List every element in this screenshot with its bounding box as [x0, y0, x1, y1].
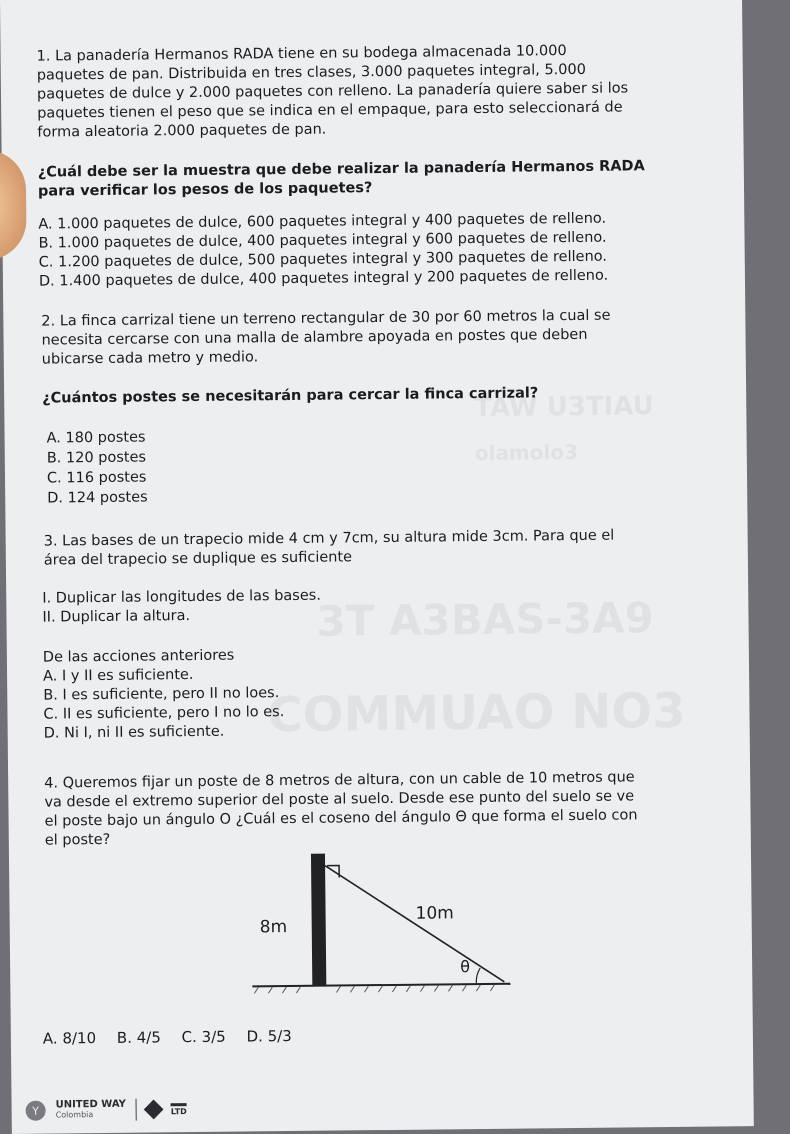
q2-line-2: necesita cercarse con una malla de alambre apoyada en postes que deben: [41, 326, 588, 349]
q1-line-3: paquetes de dulce y 2.000 paquetes con relleno. La panadería quiere saber si los: [36, 80, 629, 103]
q1-question-1: ¿Cuál debe ser la muestra que debe realizar la panadería Hermanos RADA: [37, 158, 645, 181]
q2-option-a: A. 180 postes: [46, 429, 146, 447]
q1-line-2: paquetes de pan. Distribuida en tres clases, 3.000 paquetes integral, 5.000: [36, 61, 587, 84]
q4-options: [43, 1027, 308, 1048]
brand-name: UNITED WAY: [55, 1098, 126, 1111]
q4-line-1: 4. Queremos fijar un poste de 8 metros de altura, con un cable de 10 metros que: [44, 769, 635, 792]
q4-line-2: va desde el extremo superior del poste al suelo. Desde ese punto del suelo se ve: [44, 788, 635, 811]
q1-question-2: para verificar los pesos de los paquetes?: [37, 180, 373, 200]
q3-lead: De las acciones anteriores: [42, 647, 235, 666]
pole-label: 8m: [259, 917, 288, 938]
pole-shape: [311, 854, 326, 986]
q4-option-d: D. 5/3: [246, 1027, 292, 1046]
brand-sub: Colombia: [55, 1110, 94, 1120]
united-way-text: [56, 1100, 126, 1121]
united-way-logo-icon: Y: [26, 1101, 46, 1121]
pole-cable-diagram: [247, 850, 517, 1003]
watermark-3: 3T A3BAS-3A9: [316, 593, 655, 646]
cable-line: [325, 864, 504, 984]
q2-option-b: B. 120 postes: [46, 449, 147, 467]
q4-line-4: el poste?: [44, 831, 111, 849]
footer: [25, 1094, 186, 1126]
watermark-4: COMMUAO NO3: [267, 682, 686, 744]
q4-option-b: B. 4/5: [116, 1028, 161, 1047]
partner-diamond-icon: [144, 1100, 164, 1120]
q3-option-d: D. Ni I, ni II es suficiente.: [43, 723, 225, 742]
q2-line-1: 2. La finca carrizal tiene un terreno rectangular de 30 por 60 metros la cual se: [41, 307, 611, 330]
q1-option-a: A. 1.000 paquetes de dulce, 600 paquetes integral y 400 paquetes de relleno.: [38, 210, 607, 233]
q1-option-d: D. 1.400 paquetes de dulce, 400 paquetes integral y 200 paquetes de relleno.: [38, 267, 609, 290]
q3-line-2: área del trapecio se duplique es suficiente: [43, 549, 353, 569]
angle-arc: [476, 968, 480, 983]
q4-option-a: A. 8/10: [42, 1029, 97, 1048]
q2-question: ¿Cuántos postes se necesitarán para cercar la finca carrizal?: [42, 385, 539, 407]
q3-option-b: B. I es suficiente, pero II no loes.: [43, 685, 280, 704]
q1-line-5: forma aleatoria 2.000 paquetes de pan.: [37, 121, 327, 141]
q3-action-2: II. Duplicar la altura.: [42, 608, 191, 626]
q3-action-1: I. Duplicar las longitudes de las bases.: [42, 587, 321, 607]
q2-option-d: D. 124 postes: [47, 489, 148, 507]
q3-line-1: 3. Las bases de un trapecio mide 4 cm y 7cm, su altura mide 3cm. Para que el: [43, 527, 615, 550]
footer-divider: [136, 1099, 137, 1121]
q1-option-c: C. 1.200 paquetes de dulce, 500 paquetes integral y 300 paquetes de relleno.: [38, 248, 608, 271]
cable-label: 10m: [415, 903, 454, 924]
q1-line-1: 1. La panadería Hermanos RADA tiene en su bodega almacenada 10.000: [36, 43, 567, 65]
q2-option-c: C. 116 postes: [46, 469, 147, 487]
thumb: [0, 150, 27, 260]
watermark-1: TAW U3TIAU: [474, 391, 654, 424]
partner-text: LTD: [171, 1103, 187, 1116]
q1-line-4: paquetes tienen el peso que se indica en el empaque, para esto seleccionará de: [37, 99, 623, 122]
q4-line-3: el poste bajo un ángulo O ¿Cuál es el coseno del ángulo Θ que forma el suelo con: [44, 807, 638, 830]
ground-line: [252, 984, 510, 987]
q3-option-a: A. I y II es suficiente.: [43, 667, 194, 685]
q2-line-3: ubicarse cada metro y medio.: [41, 349, 259, 368]
q4-option-c: C. 3/5: [181, 1027, 226, 1047]
watermark-2: olamolo3: [474, 439, 579, 466]
q3-option-c: C. II es suficiente, pero I no lo es.: [43, 704, 285, 723]
angle-label: θ: [460, 957, 471, 977]
q1-option-b: B. 1.000 paquetes de dulce, 400 paquetes integral y 600 paquetes de relleno.: [38, 229, 607, 252]
